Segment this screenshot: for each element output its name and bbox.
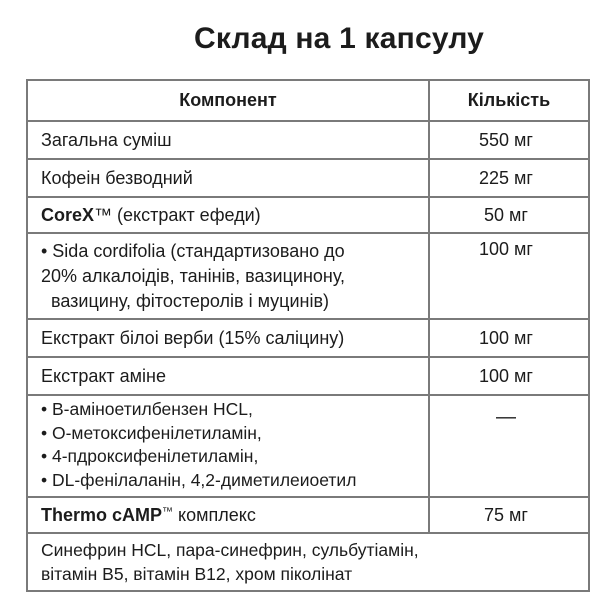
table-row	[27, 233, 589, 319]
ingredient-amount: 75 мг	[429, 497, 589, 533]
ingredient-name: Екстракт білоі верби (15% саліцину)	[27, 319, 429, 357]
page-title: Склад на 1 капсулу	[194, 22, 485, 55]
table-row	[27, 159, 589, 197]
trademark-symbol: ™	[94, 204, 113, 225]
ingredient-description: комплекс	[173, 504, 256, 525]
column-header-component: Компонент	[27, 80, 429, 121]
ingredient-amount: 225 мг	[429, 159, 589, 197]
ingredient-name: Кофеін безводний	[27, 159, 429, 197]
composition-table	[26, 79, 590, 592]
table-row	[27, 395, 589, 497]
table-row	[27, 319, 589, 357]
ingredient-amount: —	[429, 395, 589, 497]
ingredient-name	[27, 233, 429, 319]
ingredient-amount: 50 мг	[429, 197, 589, 233]
sub-ingredient-line: вазицину, фітостеролів і муцинів)	[51, 291, 330, 311]
table-row	[27, 533, 589, 591]
ingredient-name	[27, 395, 429, 497]
ingredient-amount: 100 мг	[429, 319, 589, 357]
sub-ingredient-line: Синефрин HCL, пара-синефрин, сульбутіамін,	[41, 540, 419, 560]
table-header-row	[27, 80, 589, 121]
ingredient-description: (екстракт ефеди)	[112, 204, 261, 225]
table-row	[27, 357, 589, 395]
table-row	[27, 497, 589, 533]
brand-name: CoreX	[41, 204, 95, 225]
sub-ingredient-line: • Sida cordifolia (стандартизовано до	[41, 241, 345, 261]
ingredient-name	[27, 497, 429, 533]
sub-ingredient-line: • DL-фенілаланін, 4,2-диметилеиоетил	[41, 469, 357, 490]
column-header-amount: Кількість	[429, 80, 589, 121]
sub-ingredient-line: • O-метоксифенілетиламін,	[41, 422, 262, 443]
table-row	[27, 197, 589, 233]
ingredient-amount: 100 мг	[429, 233, 589, 319]
sub-ingredient-line: • 4-пдроксифенілетиламін,	[41, 446, 259, 466]
table-row	[27, 121, 589, 159]
sub-ingredient-line: вітамін B5, вітамін B12, хром піколінат	[41, 564, 353, 584]
ingredient-name: Загальна суміш	[27, 121, 429, 159]
brand-name: Thermo cAMP	[41, 504, 163, 525]
complex-ingredients-list	[27, 533, 589, 591]
sub-ingredient-line: • B-аміноетилбензен HCL,	[41, 399, 253, 419]
ingredient-name: Екстракт аміне	[27, 357, 429, 395]
sub-ingredient-line: 20% алкалоідів, танінів, вазицинону,	[41, 266, 346, 286]
trademark-symbol: ™	[162, 505, 174, 518]
ingredient-amount: 550 мг	[429, 121, 589, 159]
ingredient-name	[27, 197, 429, 233]
ingredient-amount: 100 мг	[429, 357, 589, 395]
